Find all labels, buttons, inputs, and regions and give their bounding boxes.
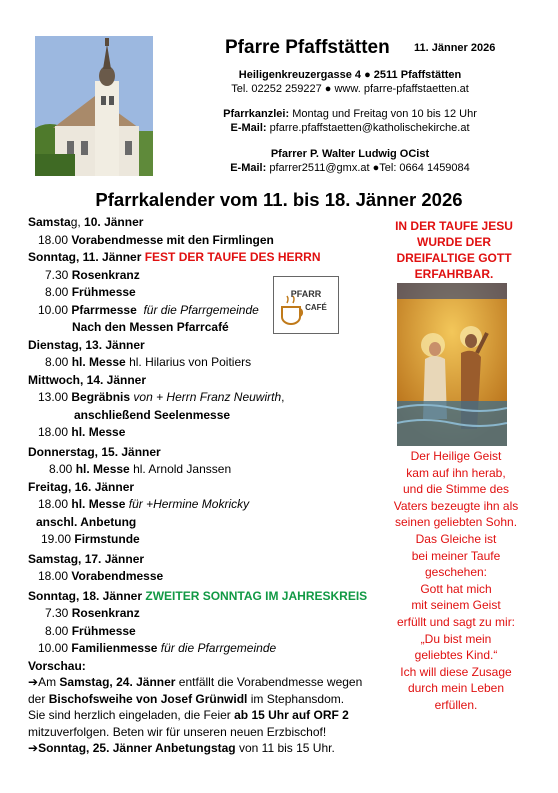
office-email[interactable]: pfarre.pfaffstaetten@katholischekirche.at xyxy=(266,122,470,134)
entry-time: 19.00 xyxy=(41,532,72,546)
quote-line: und die Stimme des xyxy=(402,482,510,497)
day-heading xyxy=(28,249,378,267)
schedule-entry xyxy=(28,407,378,425)
day-label: Samsta xyxy=(28,215,71,229)
sidebar-title-line: IN DER TAUFE JESU xyxy=(395,219,513,233)
entry-note: hl. Arnold Janssen xyxy=(129,462,232,476)
entry-title: Frühmesse xyxy=(71,285,136,299)
schedule-entry xyxy=(28,531,378,549)
preview-text: im Stephansdom. xyxy=(247,691,345,706)
entry-time: 18.00 xyxy=(38,569,69,583)
quote-line: bei meiner Taufe xyxy=(411,548,501,563)
parish-title: Pfarre Pfaffstätten xyxy=(225,37,390,58)
day-label: Sonntag, 11. Jänner xyxy=(28,250,142,264)
day-heading xyxy=(28,551,378,569)
day-heading xyxy=(28,479,378,497)
preview-text: Sie sind herzlich eingeladen, die Feier xyxy=(28,708,235,722)
quote-line: Vaters bezeugte ihn als xyxy=(393,498,519,513)
entry-note: für die Pfarrgemeinde xyxy=(160,641,277,655)
entry-time: 8.00 xyxy=(49,462,73,476)
preview-emphasis: Sonntag, 25. Jänner Anbetungstag xyxy=(38,741,236,755)
day-label: Freitag, 16. Jänner xyxy=(28,479,135,494)
baptism-mosaic xyxy=(397,283,507,446)
sidebar-title-line: DREIFALTIGE GOTT xyxy=(396,251,512,265)
pastor-email-label: E-Mail: xyxy=(230,162,267,174)
church-photo xyxy=(35,36,153,176)
preview-line xyxy=(28,740,378,757)
quote-line: erfüllt und sagt zu mir: xyxy=(396,614,516,629)
feast-name: ZWEITER SONNTAG IM JAHRESKREIS xyxy=(145,588,368,603)
entry-time: 8.00 xyxy=(45,623,69,638)
day-heading xyxy=(28,214,378,232)
entry-note: für +Hermine Mokricky xyxy=(128,497,250,511)
day-label-part: g, xyxy=(70,215,85,229)
entry-title: anschließend Seelenmesse xyxy=(74,407,231,422)
day-label: Donnerstag, 15. Jänner xyxy=(28,444,161,459)
preview-text: entfällt die Vorabendmesse wegen xyxy=(175,675,363,689)
office-email-label: E-Mail: xyxy=(230,122,267,134)
parish-contact[interactable]: Tel. 02252 259227 ● www. pfarre-pfaffstaetten.at xyxy=(231,83,469,95)
preview-text: der xyxy=(28,691,49,706)
cafe-logo-line2: CAFÉ xyxy=(305,303,327,312)
office-label: Pfarrkanzlei: xyxy=(223,108,290,120)
preview-emphasis: Samstag, 24. Jänner xyxy=(59,675,176,689)
schedule-entry xyxy=(28,514,378,532)
quote-line: Der Heilige Geist xyxy=(410,449,502,463)
cafe-logo-line1: PFARR xyxy=(290,289,322,299)
day-date: 10. Jänner xyxy=(84,215,144,229)
preview-line xyxy=(28,707,378,724)
entry-title: Familienmesse xyxy=(71,641,158,655)
quote-line: mit seinem Geist xyxy=(411,598,501,613)
quote-line: seinen geliebten Sohn. xyxy=(394,515,518,530)
schedule-entry xyxy=(28,232,378,250)
quote-line: erfüllen. xyxy=(434,697,478,712)
schedule-entry xyxy=(28,496,378,514)
preview-emphasis: ab 15 Uhr auf ORF 2 xyxy=(234,708,349,722)
arrow-icon: ➔ xyxy=(28,675,39,689)
day-heading xyxy=(28,444,378,462)
schedule-entry xyxy=(28,605,378,623)
schedule-entry xyxy=(28,640,378,658)
schedule-entry xyxy=(28,424,378,442)
day-heading xyxy=(28,372,378,390)
office-hours-text: Montag und Freitag von 10 bis 12 Uhr xyxy=(289,108,477,120)
entry-note: hl. Hilarius von Poitiers xyxy=(125,355,252,369)
preview-line xyxy=(28,691,378,708)
entry-note: von + Herrn Franz Neuwirth xyxy=(133,390,282,404)
quote-line: „Du bist mein xyxy=(420,631,492,646)
entry-title: Pfarrmesse xyxy=(71,302,137,317)
entry-time: 10.00 xyxy=(38,641,69,655)
parish-address: Heiligenkreuzergasse 4 ● 2511 Pfaffstätten xyxy=(238,69,462,81)
day-heading xyxy=(28,337,378,355)
pfarrcafe-logo xyxy=(273,276,339,334)
day-label: Sonntag, 18. Jänner xyxy=(28,588,143,603)
office-email-line xyxy=(160,121,540,135)
entry-time: 13.00 xyxy=(38,390,69,404)
preview-text: mitzuverfolgen. Beten wir für unseren neuen Erzbischof! xyxy=(28,724,327,739)
entry-title: anschl. Anbetung xyxy=(36,514,137,529)
entry-time: 7.30 xyxy=(45,267,69,282)
schedule-entry xyxy=(28,354,378,372)
schedule-entry xyxy=(28,389,378,407)
calendar-title: Pfarrkalender vom 11. bis 18. Jänner 2026 xyxy=(95,189,463,210)
preview-label xyxy=(28,658,378,675)
entry-time: 18.00 xyxy=(38,232,69,247)
entry-title: hl. Messe xyxy=(71,425,126,439)
arrow-icon: ➔ xyxy=(28,741,39,755)
preview-section xyxy=(28,658,378,757)
entry-title: Rosenkranz xyxy=(71,267,140,282)
sidebar-quote xyxy=(382,448,530,714)
quote-line: durch mein Leben xyxy=(407,681,505,696)
day-label: Samstag, 17. Jänner xyxy=(28,551,145,566)
day-label: Dienstag, 13. Jänner xyxy=(28,337,145,352)
office-hours xyxy=(160,107,540,121)
entry-title: hl. Messe xyxy=(71,355,126,369)
pastor-contact-line xyxy=(160,161,540,175)
entry-title: Frühmesse xyxy=(71,623,136,638)
preview-heading: Vorschau: xyxy=(28,658,86,673)
entry-title: hl. Messe xyxy=(75,462,130,476)
schedule-entry xyxy=(28,568,378,586)
bulletin-date: 11. Jänner 2026 xyxy=(414,42,496,54)
preview-text: von 11 bis 15 Uhr. xyxy=(235,741,335,755)
sidebar-title-line: WURDE DER xyxy=(417,235,491,249)
quote-line: Das Gleiche ist xyxy=(415,531,497,546)
day-heading xyxy=(28,588,378,606)
entry-time: 8.00 xyxy=(45,285,69,299)
preview-line xyxy=(28,724,378,741)
quote-line: Gott hat mich xyxy=(420,581,492,596)
quote-line: geschehen: xyxy=(424,565,488,580)
sidebar-title xyxy=(384,218,524,282)
entry-time: 10.00 xyxy=(38,302,69,317)
day-label: Mittwoch, 14. Jänner xyxy=(28,372,147,387)
entry-title: hl. Messe xyxy=(71,497,126,511)
entry-note: für die Pfarrgemeinde xyxy=(143,302,259,317)
entry-title: Firmstunde xyxy=(74,532,140,546)
entry-punctuation: , xyxy=(281,390,285,404)
entry-title: Nach den Messen Pfarrcafé xyxy=(72,320,229,334)
preview-line xyxy=(28,674,378,691)
quote-line: geliebtes Kind.“ xyxy=(414,648,498,663)
feast-name: FEST DER TAUFE DES HERRN xyxy=(144,250,321,264)
pastor-contact[interactable]: pfarrer2511@gmx.at ●Tel: 0664 1459084 xyxy=(266,162,470,174)
entry-time: 8.00 xyxy=(45,355,69,369)
pastor-name: Pfarrer P. Walter Ludwig OCist xyxy=(270,148,430,160)
entry-title: Vorabendmesse mit den Firmlingen xyxy=(71,232,274,247)
quote-line: Ich will diese Zusage xyxy=(400,664,512,679)
schedule-entry xyxy=(28,461,378,479)
schedule-entry xyxy=(28,623,378,641)
quote-line: kam auf ihn herab, xyxy=(406,465,506,480)
sidebar-title-line: ERFAHRBAR. xyxy=(414,267,494,281)
entry-title: Rosenkranz xyxy=(71,606,140,620)
entry-title: Begräbnis xyxy=(71,390,131,404)
entry-time: 7.30 xyxy=(45,606,69,620)
entry-time: 18.00 xyxy=(38,425,69,439)
preview-text: Am xyxy=(38,675,60,689)
preview-emphasis: Bischofsweihe von Josef Grünwidl xyxy=(48,691,248,706)
entry-time: 18.00 xyxy=(38,497,69,511)
entry-title: Vorabendmesse xyxy=(71,569,164,583)
